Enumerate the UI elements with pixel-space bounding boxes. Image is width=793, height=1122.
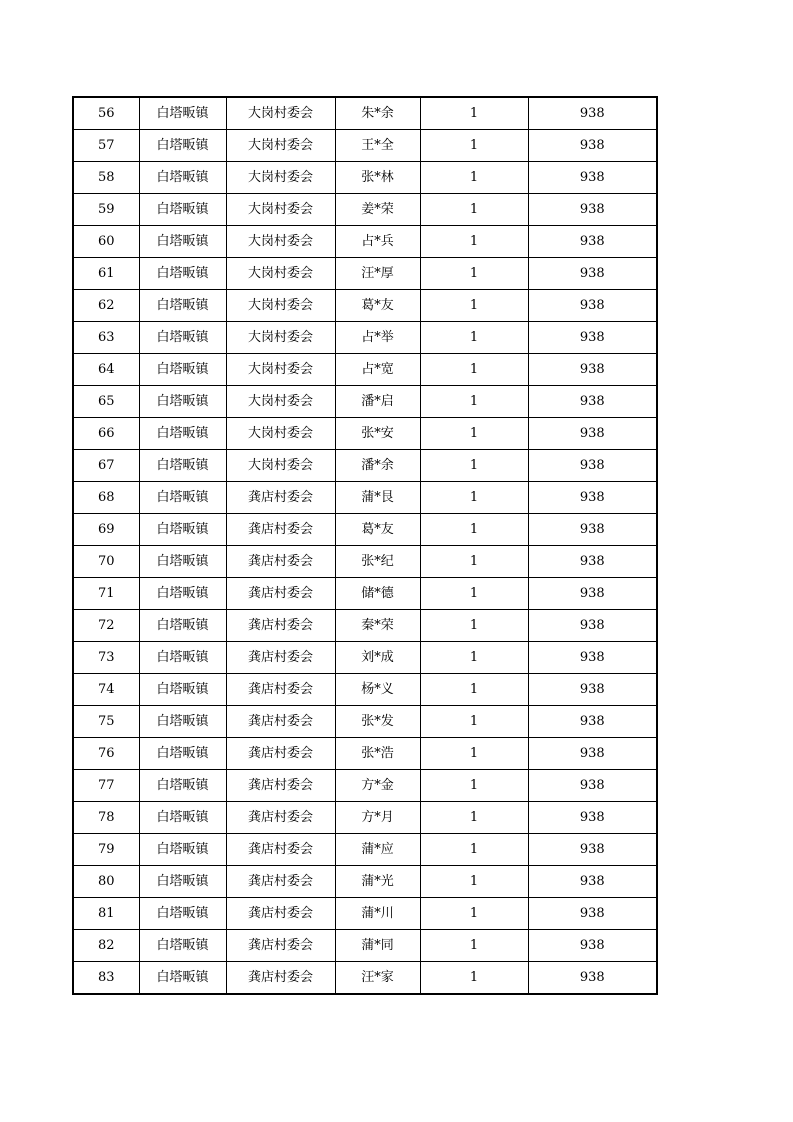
count-cell: 1	[420, 130, 528, 162]
table-row	[73, 450, 657, 482]
recipient-name-cell: 蒲*川	[335, 898, 420, 930]
village-committee-cell: 大岗村委会	[226, 194, 335, 226]
table-row	[73, 674, 657, 706]
recipient-name-cell: 杨*义	[335, 674, 420, 706]
recipient-name-cell: 方*月	[335, 802, 420, 834]
village-committee-cell: 大岗村委会	[226, 226, 335, 258]
amount-cell: 938	[528, 674, 657, 706]
amount-cell: 938	[528, 706, 657, 738]
village-committee-cell: 龚店村委会	[226, 898, 335, 930]
village-committee-cell: 龚店村委会	[226, 578, 335, 610]
town-cell: 白塔畈镇	[139, 802, 226, 834]
table-row	[73, 290, 657, 322]
town-cell: 白塔畈镇	[139, 258, 226, 290]
village-committee-cell: 龚店村委会	[226, 866, 335, 898]
table-row	[73, 130, 657, 162]
count-cell: 1	[420, 642, 528, 674]
village-committee-cell: 大岗村委会	[226, 354, 335, 386]
town-cell: 白塔畈镇	[139, 738, 226, 770]
table-row	[73, 258, 657, 290]
amount-cell: 938	[528, 322, 657, 354]
recipient-name-cell: 张*林	[335, 162, 420, 194]
count-cell: 1	[420, 738, 528, 770]
row-number-cell: 69	[73, 514, 139, 546]
village-committee-cell: 大岗村委会	[226, 386, 335, 418]
row-number-cell: 76	[73, 738, 139, 770]
recipient-name-cell: 姜*荣	[335, 194, 420, 226]
recipient-name-cell: 张*纪	[335, 546, 420, 578]
table-row	[73, 738, 657, 770]
count-cell: 1	[420, 162, 528, 194]
recipient-name-cell: 汪*厚	[335, 258, 420, 290]
row-number-cell: 65	[73, 386, 139, 418]
town-cell: 白塔畈镇	[139, 706, 226, 738]
row-number-cell: 74	[73, 674, 139, 706]
table-row	[73, 194, 657, 226]
village-committee-cell: 龚店村委会	[226, 642, 335, 674]
count-cell: 1	[420, 834, 528, 866]
recipient-name-cell: 葛*友	[335, 290, 420, 322]
recipient-name-cell: 汪*家	[335, 962, 420, 995]
recipient-name-cell: 潘*启	[335, 386, 420, 418]
recipient-name-cell: 葛*友	[335, 514, 420, 546]
village-committee-cell: 大岗村委会	[226, 418, 335, 450]
count-cell: 1	[420, 802, 528, 834]
town-cell: 白塔畈镇	[139, 770, 226, 802]
recipient-name-cell: 张*发	[335, 706, 420, 738]
amount-cell: 938	[528, 194, 657, 226]
recipient-name-cell: 占*兵	[335, 226, 420, 258]
recipient-name-cell: 蒲*光	[335, 866, 420, 898]
amount-cell: 938	[528, 834, 657, 866]
amount-cell: 938	[528, 738, 657, 770]
count-cell: 1	[420, 386, 528, 418]
amount-cell: 938	[528, 866, 657, 898]
recipient-name-cell: 张*浩	[335, 738, 420, 770]
count-cell: 1	[420, 962, 528, 995]
amount-cell: 938	[528, 162, 657, 194]
row-number-cell: 83	[73, 962, 139, 995]
count-cell: 1	[420, 930, 528, 962]
village-committee-cell: 龚店村委会	[226, 962, 335, 995]
row-number-cell: 67	[73, 450, 139, 482]
amount-cell: 938	[528, 642, 657, 674]
recipient-name-cell: 张*安	[335, 418, 420, 450]
count-cell: 1	[420, 578, 528, 610]
table-row	[73, 706, 657, 738]
table-row	[73, 578, 657, 610]
amount-cell: 938	[528, 450, 657, 482]
amount-cell: 938	[528, 354, 657, 386]
row-number-cell: 75	[73, 706, 139, 738]
count-cell: 1	[420, 610, 528, 642]
town-cell: 白塔畈镇	[139, 674, 226, 706]
row-number-cell: 68	[73, 482, 139, 514]
village-committee-cell: 大岗村委会	[226, 322, 335, 354]
amount-cell: 938	[528, 962, 657, 995]
recipient-name-cell: 朱*余	[335, 97, 420, 130]
count-cell: 1	[420, 290, 528, 322]
village-committee-cell: 大岗村委会	[226, 97, 335, 130]
village-committee-cell: 龚店村委会	[226, 546, 335, 578]
amount-cell: 938	[528, 898, 657, 930]
village-committee-cell: 龚店村委会	[226, 610, 335, 642]
village-committee-cell: 大岗村委会	[226, 162, 335, 194]
row-number-cell: 62	[73, 290, 139, 322]
village-committee-cell: 大岗村委会	[226, 450, 335, 482]
recipient-name-cell: 王*全	[335, 130, 420, 162]
row-number-cell: 82	[73, 930, 139, 962]
recipient-name-cell: 蒲*同	[335, 930, 420, 962]
amount-cell: 938	[528, 130, 657, 162]
count-cell: 1	[420, 194, 528, 226]
amount-cell: 938	[528, 258, 657, 290]
town-cell: 白塔畈镇	[139, 450, 226, 482]
town-cell: 白塔畈镇	[139, 97, 226, 130]
table-row	[73, 898, 657, 930]
count-cell: 1	[420, 450, 528, 482]
village-committee-cell: 龚店村委会	[226, 738, 335, 770]
count-cell: 1	[420, 770, 528, 802]
amount-cell: 938	[528, 610, 657, 642]
recipient-name-cell: 蒲*艮	[335, 482, 420, 514]
village-committee-cell: 龚店村委会	[226, 706, 335, 738]
table-row	[73, 802, 657, 834]
count-cell: 1	[420, 258, 528, 290]
town-cell: 白塔畈镇	[139, 226, 226, 258]
row-number-cell: 80	[73, 866, 139, 898]
amount-cell: 938	[528, 226, 657, 258]
count-cell: 1	[420, 546, 528, 578]
row-number-cell: 60	[73, 226, 139, 258]
count-cell: 1	[420, 97, 528, 130]
table-row	[73, 322, 657, 354]
table-row	[73, 482, 657, 514]
town-cell: 白塔畈镇	[139, 322, 226, 354]
town-cell: 白塔畈镇	[139, 194, 226, 226]
table-row	[73, 962, 657, 995]
table-row	[73, 770, 657, 802]
amount-cell: 938	[528, 578, 657, 610]
table-row	[73, 834, 657, 866]
village-committee-cell: 大岗村委会	[226, 130, 335, 162]
count-cell: 1	[420, 674, 528, 706]
amount-cell: 938	[528, 930, 657, 962]
town-cell: 白塔畈镇	[139, 482, 226, 514]
table-row	[73, 162, 657, 194]
recipient-name-cell: 方*金	[335, 770, 420, 802]
count-cell: 1	[420, 354, 528, 386]
town-cell: 白塔畈镇	[139, 162, 226, 194]
count-cell: 1	[420, 226, 528, 258]
amount-cell: 938	[528, 386, 657, 418]
village-committee-cell: 龚店村委会	[226, 802, 335, 834]
row-number-cell: 59	[73, 194, 139, 226]
row-number-cell: 64	[73, 354, 139, 386]
village-committee-cell: 龚店村委会	[226, 674, 335, 706]
table-row	[73, 226, 657, 258]
row-number-cell: 58	[73, 162, 139, 194]
count-cell: 1	[420, 866, 528, 898]
recipient-name-cell: 刘*成	[335, 642, 420, 674]
recipient-name-cell: 秦*荣	[335, 610, 420, 642]
amount-cell: 938	[528, 514, 657, 546]
row-number-cell: 57	[73, 130, 139, 162]
row-number-cell: 77	[73, 770, 139, 802]
row-number-cell: 73	[73, 642, 139, 674]
row-number-cell: 79	[73, 834, 139, 866]
row-number-cell: 66	[73, 418, 139, 450]
town-cell: 白塔畈镇	[139, 386, 226, 418]
town-cell: 白塔畈镇	[139, 546, 226, 578]
row-number-cell: 71	[73, 578, 139, 610]
village-committee-cell: 龚店村委会	[226, 482, 335, 514]
village-committee-cell: 龚店村委会	[226, 930, 335, 962]
town-cell: 白塔畈镇	[139, 866, 226, 898]
table-row	[73, 546, 657, 578]
amount-cell: 938	[528, 770, 657, 802]
table-row	[73, 610, 657, 642]
recipient-name-cell: 占*举	[335, 322, 420, 354]
village-committee-cell: 龚店村委会	[226, 514, 335, 546]
town-cell: 白塔畈镇	[139, 130, 226, 162]
count-cell: 1	[420, 706, 528, 738]
village-committee-cell: 龚店村委会	[226, 834, 335, 866]
amount-cell: 938	[528, 97, 657, 130]
table-row	[73, 354, 657, 386]
recipient-name-cell: 占*宽	[335, 354, 420, 386]
amount-cell: 938	[528, 418, 657, 450]
count-cell: 1	[420, 418, 528, 450]
row-number-cell: 72	[73, 610, 139, 642]
town-cell: 白塔畈镇	[139, 578, 226, 610]
table-row	[73, 514, 657, 546]
town-cell: 白塔畈镇	[139, 354, 226, 386]
amount-cell: 938	[528, 290, 657, 322]
row-number-cell: 63	[73, 322, 139, 354]
row-number-cell: 56	[73, 97, 139, 130]
town-cell: 白塔畈镇	[139, 898, 226, 930]
recipient-name-cell: 蒲*应	[335, 834, 420, 866]
town-cell: 白塔畈镇	[139, 514, 226, 546]
table-row	[73, 642, 657, 674]
table-row	[73, 866, 657, 898]
count-cell: 1	[420, 482, 528, 514]
recipient-name-cell: 潘*余	[335, 450, 420, 482]
count-cell: 1	[420, 322, 528, 354]
town-cell: 白塔畈镇	[139, 610, 226, 642]
amount-cell: 938	[528, 546, 657, 578]
town-cell: 白塔畈镇	[139, 930, 226, 962]
village-committee-cell: 大岗村委会	[226, 290, 335, 322]
town-cell: 白塔畈镇	[139, 290, 226, 322]
village-committee-cell: 龚店村委会	[226, 770, 335, 802]
records-table-body	[73, 97, 657, 994]
town-cell: 白塔畈镇	[139, 642, 226, 674]
table-row	[73, 930, 657, 962]
row-number-cell: 81	[73, 898, 139, 930]
village-committee-cell: 大岗村委会	[226, 258, 335, 290]
amount-cell: 938	[528, 482, 657, 514]
town-cell: 白塔畈镇	[139, 962, 226, 995]
recipient-name-cell: 储*德	[335, 578, 420, 610]
count-cell: 1	[420, 514, 528, 546]
town-cell: 白塔畈镇	[139, 834, 226, 866]
count-cell: 1	[420, 898, 528, 930]
row-number-cell: 61	[73, 258, 139, 290]
town-cell: 白塔畈镇	[139, 418, 226, 450]
row-number-cell: 70	[73, 546, 139, 578]
table-row	[73, 386, 657, 418]
records-table	[72, 96, 658, 995]
table-row	[73, 418, 657, 450]
table-row	[73, 97, 657, 130]
amount-cell: 938	[528, 802, 657, 834]
row-number-cell: 78	[73, 802, 139, 834]
